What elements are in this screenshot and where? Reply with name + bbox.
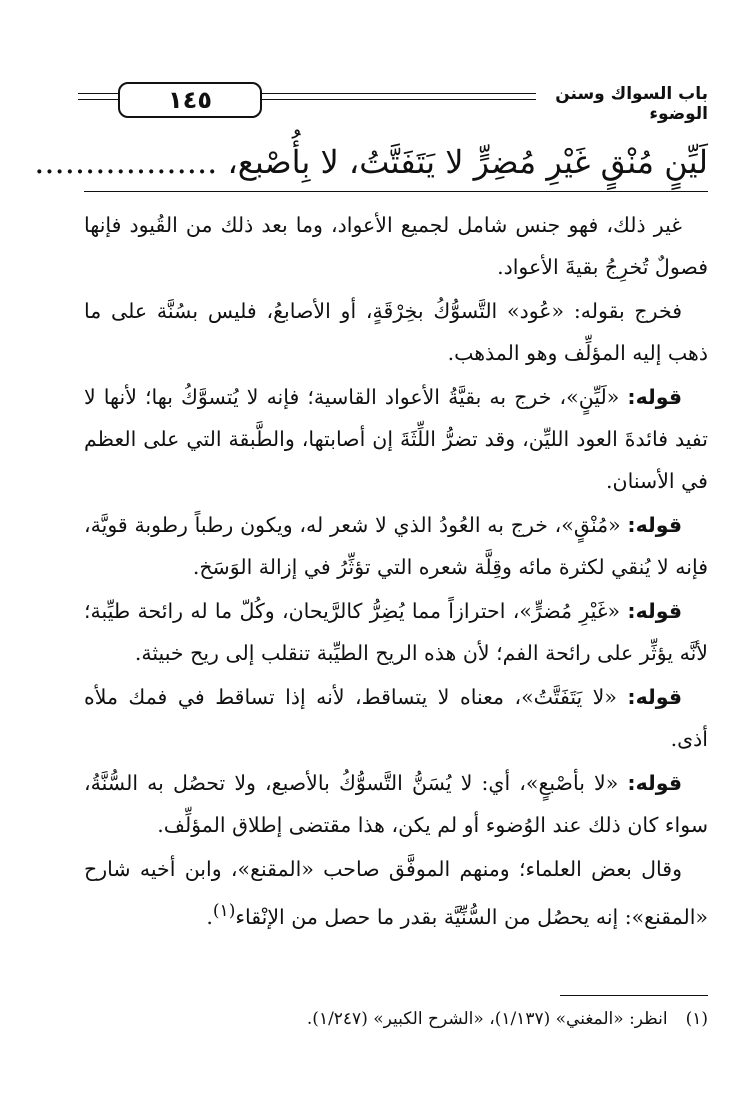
paragraph-lead: قوله: — [627, 385, 682, 409]
paragraph — [84, 676, 708, 760]
footnote-marker: (١) — [685, 1009, 708, 1029]
paragraph-lead: قوله: — [627, 685, 682, 709]
page-number-box — [118, 82, 262, 118]
paragraph-text: «غَيْرِ مُضرٍّ»، احترازاً مما يُضِرُّ كالرَّيحان، وكُلّ ما له رائحة طيِّبة؛ لأنَّه يؤثِّر على رائحة الفم؛ لأن هذه الريح الطيِّبة تنقلب إلى ريح خبيثة. — [84, 599, 708, 665]
paragraph-text: «لَيِّنٍ»، خرج به بقيَّةُ الأعواد القاسية؛ فإنه لا يُتسوَّكُ بها؛ لأنها لا تفيد فائدةَ العود الليِّن، وقد تضرُّ اللِّثَةَ إن أصابتها، والطَّبقة التي على العظم في الأسنان. — [84, 385, 708, 493]
footnote-rule — [560, 995, 708, 996]
running-title: باب السواك وسنن الوضوء — [555, 84, 708, 124]
footnote — [84, 1004, 708, 1034]
header-rule-right — [260, 99, 536, 100]
paragraph-text: فخرج بقوله: «عُود» التَّسوُّكُ بخِرْقَةٍ، أو الأصابعُ، فليس بسُنَّة على ما ذهب إليه المؤلِّف وهو المذهب. — [84, 299, 708, 365]
paragraph: وقال بعض العلماء؛ ومنهم الموفَّق صاحب «المقنع»، وابن أخيه شارح «المقنع»: إنه يحصُل من السُّنِّيَّة بقدر ما حصل من الإنْقاء$^{(١)}$. — [84, 857, 708, 929]
page-number: ١٤٥ — [168, 86, 212, 114]
matn-text: لَيِّنٍ مُنْقٍ غَيْرِ مُضِرٍّ لا يَتَفَتَّتُ، لا بِأُصْبع، .................. — [34, 143, 708, 181]
paragraph — [84, 376, 708, 502]
header-rule-left — [78, 99, 118, 100]
paragraph-text: «لا بأصْبعٍ»، أي: لا يُسَنُّ التَّسوُّكُ بالأصبع، ولا تحصُل به السُّنَّةُ، سواء كان ذلك عند الوُضوء أو لم يكن، هذا مقتضى إطلاق المؤلِّف. — [84, 771, 708, 837]
paragraph — [84, 290, 708, 374]
footnote-reference: (١) — [212, 901, 236, 921]
paragraph — [84, 504, 708, 588]
paragraph — [84, 590, 708, 674]
footnote-text: انظر: «المغني» (١/١٣٧)، «الشرح الكبير» (١/٢٤٧). — [306, 1009, 668, 1029]
commentary-body — [84, 204, 708, 940]
paragraph — [84, 762, 708, 846]
paragraph-text: غير ذلك، فهو جنس شامل لجميع الأعواد، وما بعد ذلك من القُيود فإنها فصولٌ تُخرِجُ بقيةَ الأعواد. — [84, 213, 708, 279]
paragraph-lead: قوله: — [627, 599, 682, 623]
header-rule-right — [260, 93, 536, 94]
paragraph-text: «مُنْقٍ»، خرج به العُودُ الذي لا شعر له، ويكون رطباً رطوبة قويَّة، فإنه لا يُنقي لكثرة مائه وقِلَّة شعره التي تؤثِّرُ في إزالة الوَسَخ. — [84, 513, 708, 579]
paragraph-lead: قوله: — [627, 771, 682, 795]
paragraph — [84, 204, 708, 288]
paragraph-text: «لا يَتَفَتَّتُ»، معناه لا يتساقط، لأنه إذا تساقط في فمك ملأه أذى. — [84, 685, 708, 751]
header-rule-left — [78, 93, 118, 94]
page-header — [78, 78, 708, 124]
paragraph-text: وقال بعض العلماء؛ ومنهم الموفَّق صاحب «المقنع»، وابن أخيه شارح «المقنع»: إنه يحصُل من السُّنِّيَّة بقدر ما حصل من الإنْقاء — [84, 857, 708, 929]
matn-separator — [84, 191, 708, 192]
paragraph-lead: قوله: — [627, 513, 682, 537]
